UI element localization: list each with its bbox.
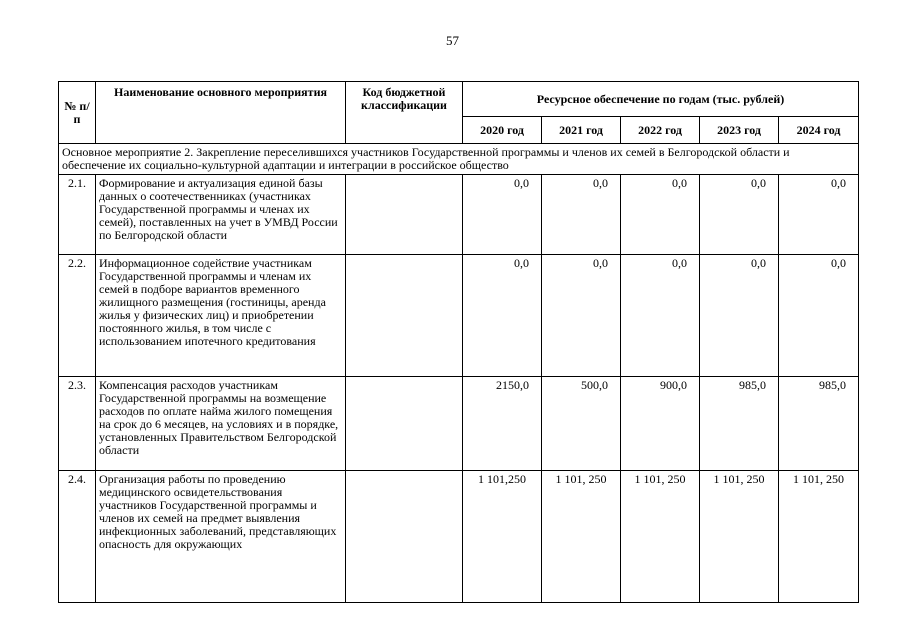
row-value: 0,0 [463,255,542,377]
header-name: Наименование основного мероприятия [96,82,346,144]
row-value: 1 101, 250 [779,471,859,603]
row-value: 500,0 [542,377,621,471]
row-num: 2.2. [59,255,96,377]
row-value: 900,0 [621,377,700,471]
row-code [346,175,463,255]
row-value: 0,0 [542,175,621,255]
table-row [59,255,859,377]
row-value: 985,0 [700,377,779,471]
row-value: 0,0 [700,255,779,377]
row-value: 1 101, 250 [700,471,779,603]
header-year: 2023 год [700,117,779,144]
row-code [346,471,463,603]
table-row [59,175,859,255]
table-row [59,471,859,603]
row-name: Компенсация расходов участникам Государственной программы на возмещение расходов по оплате найма жилого помещения на срок до 6 месяцев, на условиях и в порядке, установленных Правительством Белгородской области [96,377,346,471]
row-value: 0,0 [542,255,621,377]
page-number: 57 [446,33,459,48]
row-num: 2.3. [59,377,96,471]
header-resources: Ресурсное обеспечение по годам (тыс. рублей) [463,82,859,117]
header-year: 2021 год [542,117,621,144]
row-name: Формирование и актуализация единой базы данных о соотечественниках (участниках Государственной программы и членах их семей), поставленных на учет в УМВД России по Белгородской области [96,175,346,255]
row-value: 0,0 [621,255,700,377]
row-value: 0,0 [621,175,700,255]
row-value: 1 101, 250 [621,471,700,603]
row-code [346,255,463,377]
row-code [346,377,463,471]
row-num: 2.4. [59,471,96,603]
table-row [59,377,859,471]
row-value: 0,0 [463,175,542,255]
header-year: 2024 год [779,117,859,144]
row-value: 1 101,250 [463,471,542,603]
header-code: Код бюджетной классификации [346,82,463,144]
row-name: Организация работы по проведению медицинского освидетельствования участников Государственной программы и членов их семей на предмет выявления инфекционных заболеваний, представляющих опасность для окружающих [96,471,346,603]
header-year: 2022 год [621,117,700,144]
section-title: Основное мероприятие 2. Закрепление переселившихся участников Государственной программы и членов их семей в Белгородской области и обеспечение их социально-культурной адаптации и интеграции в российское общество [59,144,859,175]
row-num: 2.1. [59,175,96,255]
resource-table [58,81,859,603]
header-num: № п/п [59,82,96,144]
row-value: 1 101, 250 [542,471,621,603]
row-value: 985,0 [779,377,859,471]
header-year: 2020 год [463,117,542,144]
row-name: Информационное содействие участникам Государственной программы и членам их семей в подборе вариантов временного жилищного размещения (гостиницы, аренда жилья у физических лиц) и приобретении постоянного жилья, в том числе с использованием ипотечного кредитования [96,255,346,377]
row-value: 2150,0 [463,377,542,471]
row-value: 0,0 [700,175,779,255]
row-value: 0,0 [779,255,859,377]
row-value: 0,0 [779,175,859,255]
